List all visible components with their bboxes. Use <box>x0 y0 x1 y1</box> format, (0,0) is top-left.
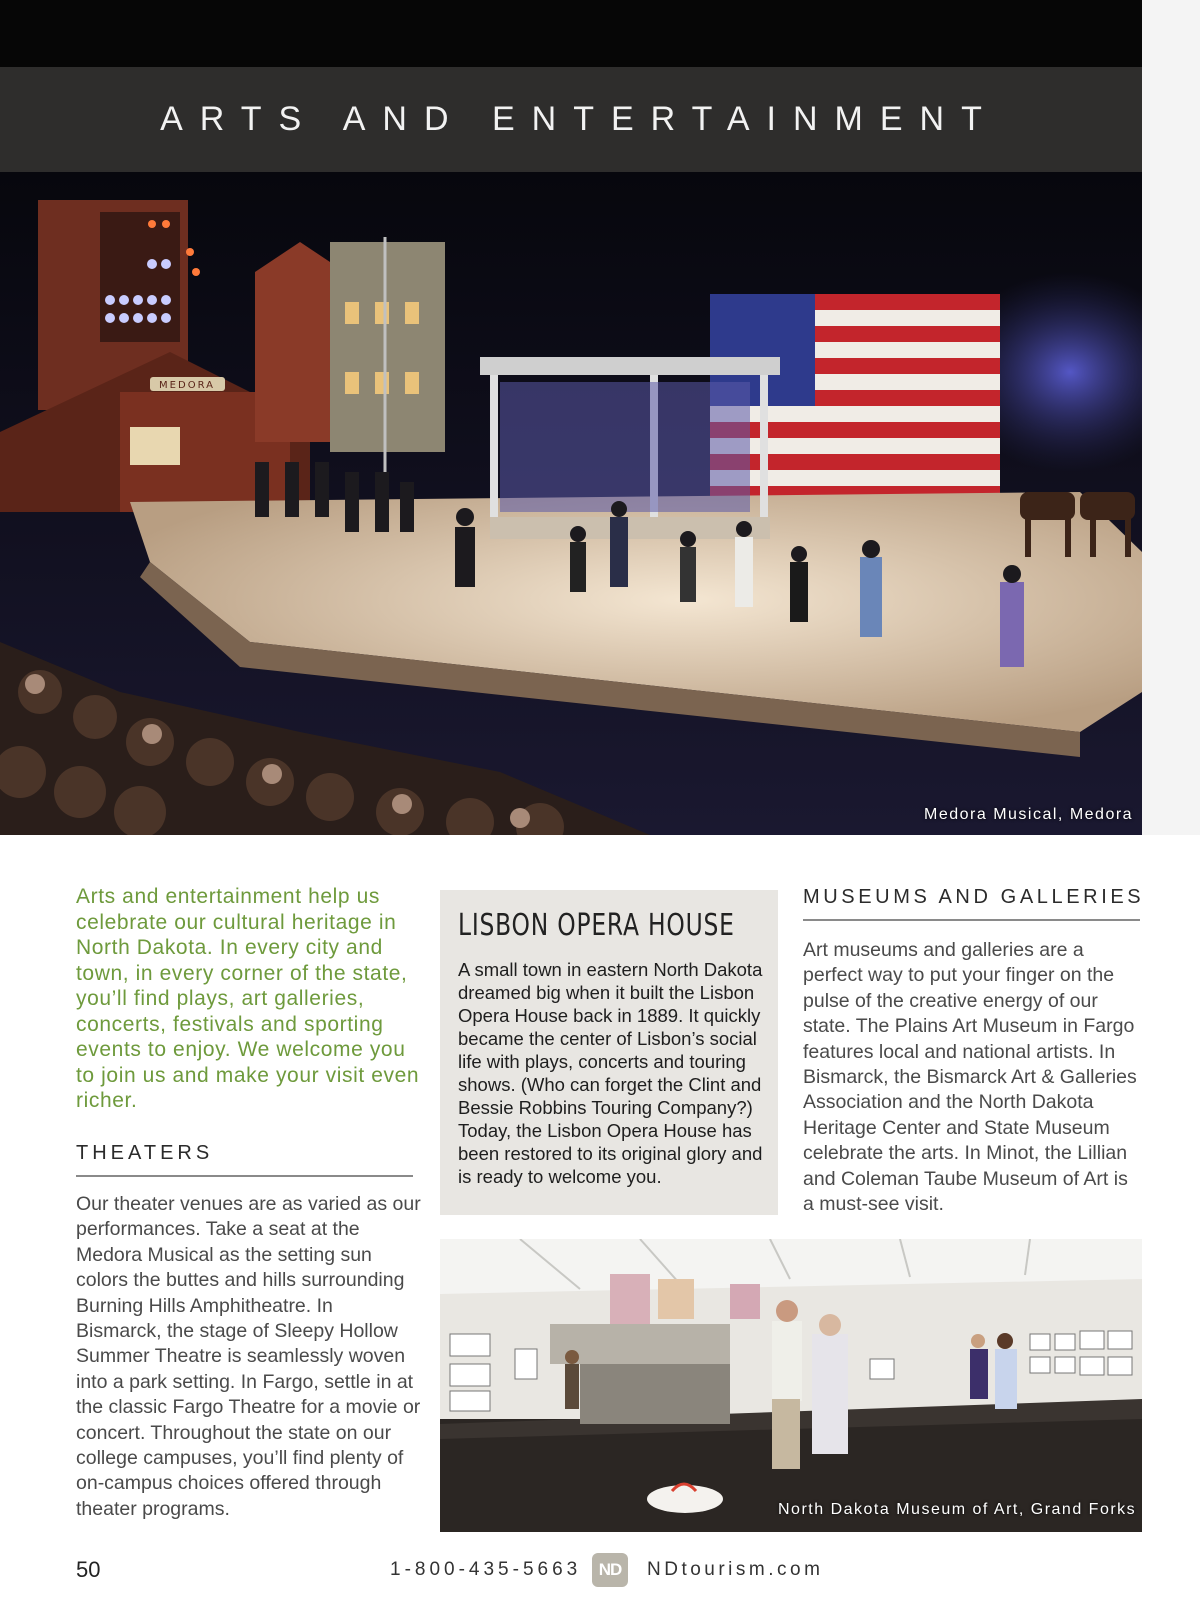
section-title: ARTS AND ENTERTAINMENT <box>160 100 999 138</box>
lisbon-heading: LISBON OPERA HOUSE <box>458 908 735 943</box>
section-title-band <box>0 67 1142 172</box>
website-link[interactable]: NDtourism.com <box>647 1559 824 1580</box>
gallery-caption: North Dakota Museum of Art, Grand Forks <box>778 1501 1137 1518</box>
theaters-body: Our theater venues are as varied as our performances. Take a seat at the Medora Musical as the setting sun colors the buttes and hills surrounding Burning Hills Amphitheatre. In Bismarck, the stage of Sleepy Hollow Summer Theatre is seamlessly woven into a park setting. In Fargo, settle in at the classic Fargo Theatre for a movie or concert. Throughout the state on our college campuses, you’ll find plenty of on-campus choices offered through theater programs. <box>76 1193 421 1520</box>
medora-musical-illustration <box>0 172 1142 835</box>
lisbon-body: A small town in eastern North Dakota dreamed big when it built the Lisbon Opera House back in 1889. It quickly became the center of Lisbon’s social life with plays, concerts and touring shows. (Who can forget the Clint and Bessie Robbins Touring Company?) Today, the Lisbon Opera House has been restored to its original glory and is ready to welcome you. <box>458 959 763 1187</box>
page-edge-strip <box>1142 0 1200 835</box>
lisbon-opera-house-box <box>440 890 778 1215</box>
intro-paragraph: Arts and entertainment help us celebrate our cultural heritage in North Dakota. In every city and town, in every corner of the state, you’ll find plays, art galleries, concerts, festivals and sporting events to enjoy. We welcome you to join us and make your visit even richer. <box>76 885 420 1112</box>
gallery-illustration <box>440 1239 1142 1532</box>
phone-number: 1-800-435-5663 <box>390 1559 582 1580</box>
theaters-heading: THEATERS <box>76 1142 413 1177</box>
nd-logo-icon: ND <box>592 1553 628 1587</box>
top-black-bar <box>0 0 1142 67</box>
museum-gallery-photo <box>440 1239 1142 1532</box>
medora-sign-text: MEDORA <box>159 380 215 391</box>
museums-body: Art museums and galleries are a perfect way to put your finger on the pulse of the creative energy of our state. The Plains Art Museum in Fargo features local and national artists. In Bismarck, the Bismarck Art & Galleries Association and the North Dakota Heritage Center and State Museum celebrate the arts. In Minot, the Lillian and Coleman Taube Museum of Art is a must-see visit. <box>803 939 1137 1216</box>
medora-musical-photo <box>0 172 1142 835</box>
museums-heading: MUSEUMS AND GALLERIES <box>803 886 1140 921</box>
page-number: 50 <box>76 1557 101 1582</box>
american-flag <box>710 294 1000 504</box>
hero-caption: Medora Musical, Medora <box>924 806 1134 823</box>
